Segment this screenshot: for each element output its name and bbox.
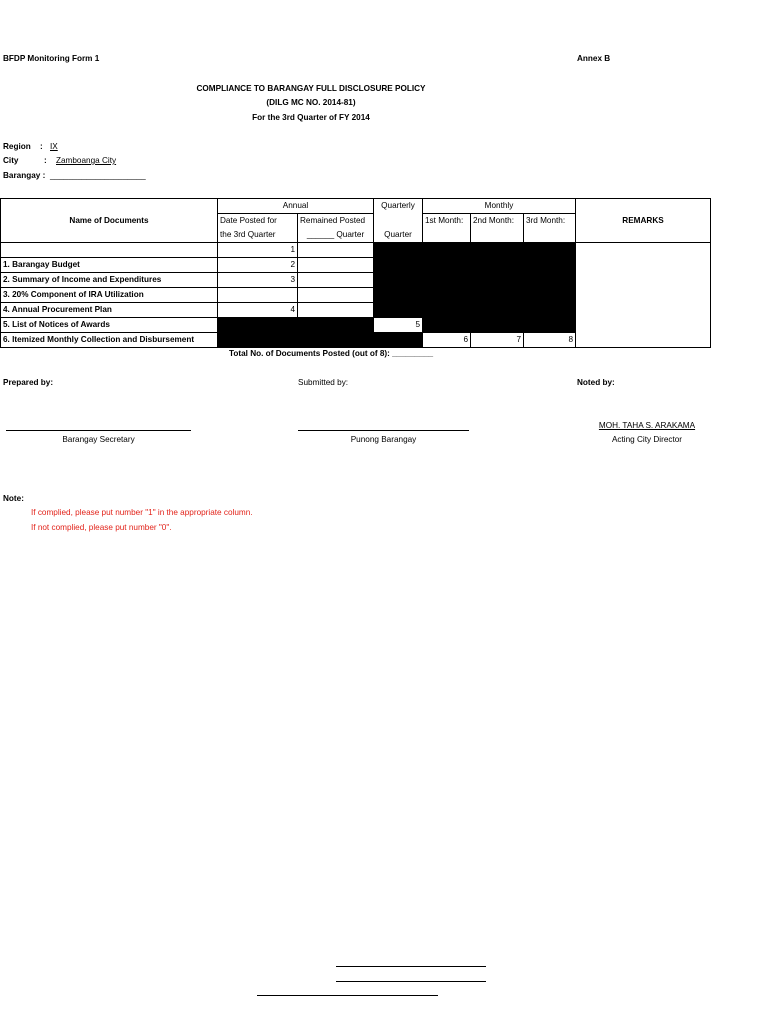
month-1-spacer bbox=[423, 228, 471, 243]
region-separator: : bbox=[40, 142, 43, 151]
filled-cell bbox=[374, 273, 423, 288]
filled-cell bbox=[423, 273, 471, 288]
group-header-monthly: Monthly bbox=[423, 199, 576, 214]
table-cell-quarter: 5 bbox=[374, 318, 423, 333]
document-name: 5. List of Notices of Awards bbox=[1, 318, 218, 333]
group-header-quarterly: Quarterly bbox=[374, 199, 423, 214]
filled-cell bbox=[471, 243, 524, 258]
quarterly-spacer bbox=[374, 214, 423, 229]
column-header-remained-posted: Remained Posted bbox=[298, 214, 374, 229]
prepared-signature-line bbox=[6, 430, 191, 431]
filled-cell bbox=[471, 288, 524, 303]
documents-table bbox=[0, 198, 711, 348]
table-row-blank-name bbox=[1, 243, 218, 258]
document-name: 4. Annual Procurement Plan bbox=[1, 303, 218, 318]
form-name: BFDP Monitoring Form 1 bbox=[3, 54, 100, 63]
filled-cell bbox=[374, 288, 423, 303]
noted-by-label: Noted by: bbox=[577, 378, 615, 387]
column-header-quarter: Quarter bbox=[374, 228, 423, 243]
filled-cell bbox=[471, 318, 524, 333]
document-name: 6. Itemized Monthly Collection and Disbursement bbox=[1, 333, 218, 348]
column-header-date-posted: Date Posted for bbox=[218, 214, 298, 229]
blank-line bbox=[336, 966, 486, 967]
document-name: 2. Summary of Income and Expenditures bbox=[1, 273, 218, 288]
noted-title: Acting City Director bbox=[611, 435, 683, 444]
filled-cell bbox=[374, 258, 423, 273]
filled-cell bbox=[218, 333, 298, 348]
table-cell-remained bbox=[298, 288, 374, 303]
title-line-2: (DILG MC NO. 2014-81) bbox=[266, 98, 356, 107]
barangay-label: Barangay : bbox=[3, 171, 46, 180]
column-header-documents: Name of Documents bbox=[1, 199, 218, 243]
table-cell-month-1: 6 bbox=[423, 333, 471, 348]
table-cell-date-posted: 2 bbox=[218, 258, 298, 273]
filled-cell bbox=[374, 333, 423, 348]
prepared-title: Barangay Secretary bbox=[62, 435, 135, 444]
table-cell-month-2: 7 bbox=[471, 333, 524, 348]
filled-cell bbox=[423, 258, 471, 273]
filled-cell bbox=[423, 288, 471, 303]
barangay-value: _____________________ bbox=[50, 171, 146, 180]
filled-cell bbox=[524, 258, 576, 273]
filled-cell bbox=[218, 318, 298, 333]
filled-cell bbox=[524, 303, 576, 318]
blank-line bbox=[336, 981, 486, 982]
filled-cell bbox=[524, 243, 576, 258]
city-label: City bbox=[3, 156, 19, 165]
filled-cell bbox=[524, 318, 576, 333]
column-header-month-1: 1st Month: bbox=[423, 214, 471, 229]
table-cell-remained bbox=[298, 303, 374, 318]
table-cell-remained bbox=[298, 273, 374, 288]
filled-cell bbox=[471, 258, 524, 273]
title-line-3: For the 3rd Quarter of FY 2014 bbox=[252, 113, 370, 122]
column-header-date-posted-line2: the 3rd Quarter bbox=[218, 228, 298, 243]
note-line-1: If complied, please put number "1" in the appropriate column. bbox=[31, 508, 253, 517]
submitted-title: Punong Barangay bbox=[350, 435, 417, 444]
document-name: 3. 20% Component of IRA Utilization bbox=[1, 288, 218, 303]
filled-cell bbox=[423, 243, 471, 258]
blank-line bbox=[257, 995, 438, 996]
filled-cell bbox=[471, 303, 524, 318]
region-value: IX bbox=[50, 142, 58, 151]
month-2-spacer bbox=[471, 228, 524, 243]
column-header-month-2: 2nd Month: bbox=[471, 214, 524, 229]
table-cell-date-posted: 3 bbox=[218, 273, 298, 288]
prepared-by-label: Prepared by: bbox=[3, 378, 54, 387]
region-label: Region bbox=[3, 142, 31, 151]
filled-cell bbox=[298, 318, 374, 333]
annex-label: Annex B bbox=[577, 54, 611, 63]
noted-by-name: MOH. TAHA S. ARAKAMA bbox=[598, 421, 696, 430]
title-line-1: COMPLIANCE TO BARANGAY FULL DISCLOSURE POLICY bbox=[196, 84, 426, 93]
table-cell-remained bbox=[298, 243, 374, 258]
column-header-remained-posted-line2: ______ Quarter bbox=[298, 228, 374, 243]
table-cell-date-posted: 1 bbox=[218, 243, 298, 258]
table-cell-date-posted: 4 bbox=[218, 303, 298, 318]
table-cell-month-3: 8 bbox=[524, 333, 576, 348]
filled-cell bbox=[423, 318, 471, 333]
filled-cell bbox=[524, 273, 576, 288]
table-cell-date-posted bbox=[218, 288, 298, 303]
document-name: 1. Barangay Budget bbox=[1, 258, 218, 273]
filled-cell bbox=[471, 273, 524, 288]
filled-cell bbox=[298, 333, 374, 348]
total-documents-posted: Total No. of Documents Posted (out of 8): _________ bbox=[229, 349, 434, 358]
submitted-signature-line bbox=[298, 430, 469, 431]
city-value: Zamboanga City bbox=[56, 156, 117, 165]
submitted-by-label: Submitted by: bbox=[298, 378, 349, 387]
remarks-cell bbox=[576, 243, 711, 348]
table-cell-remained bbox=[298, 258, 374, 273]
filled-cell bbox=[524, 288, 576, 303]
note-label: Note: bbox=[3, 494, 24, 503]
month-3-spacer bbox=[524, 228, 576, 243]
column-header-remarks: REMARKS bbox=[576, 199, 711, 243]
filled-cell bbox=[374, 303, 423, 318]
column-header-month-3: 3rd Month: bbox=[524, 214, 576, 229]
filled-cell bbox=[374, 243, 423, 258]
filled-cell bbox=[423, 303, 471, 318]
city-separator: : bbox=[44, 156, 47, 165]
group-header-annual: Annual bbox=[218, 199, 374, 214]
note-line-2: If not complied, please put number "0". bbox=[31, 523, 172, 532]
